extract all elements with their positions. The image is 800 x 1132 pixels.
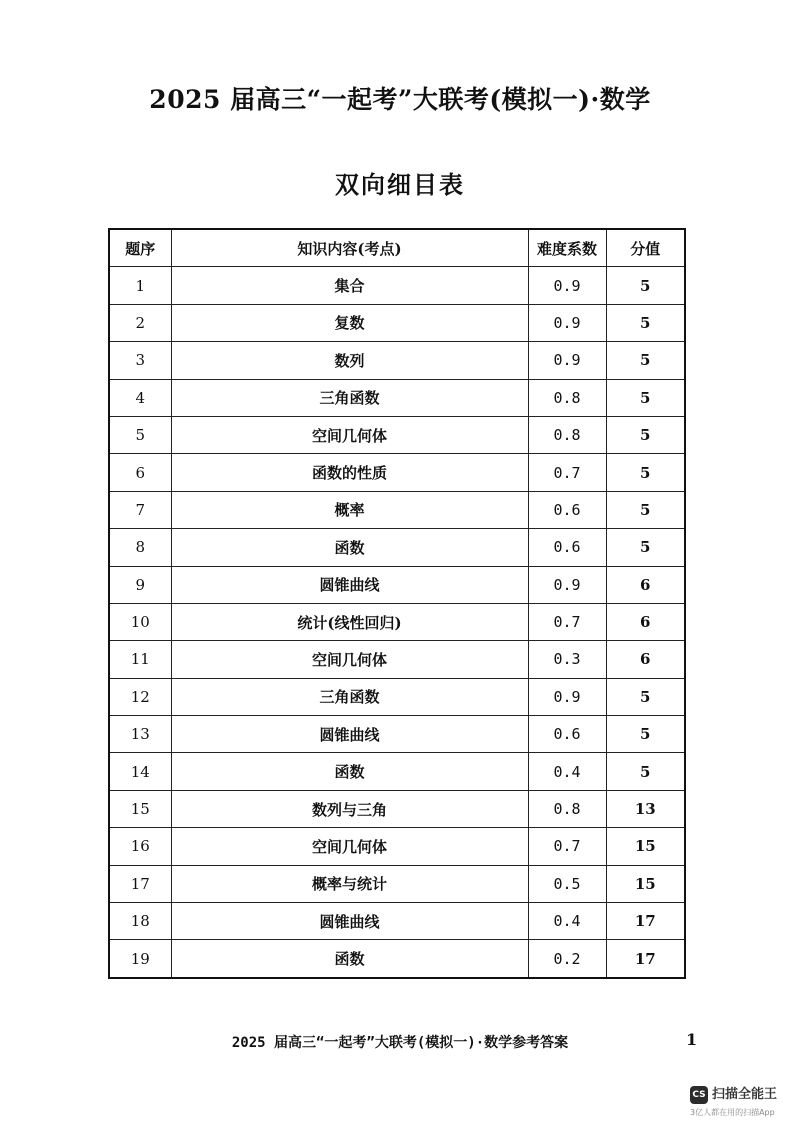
table-row xyxy=(109,865,685,902)
table-row xyxy=(109,304,685,341)
cell-content: 空间几何体 xyxy=(171,641,528,678)
cell-difficulty: 0.2 xyxy=(528,940,606,978)
cell-index: 13 xyxy=(109,716,171,753)
cell-score: 17 xyxy=(606,940,685,978)
header-difficulty: 难度系数 xyxy=(528,229,606,267)
cell-score: 5 xyxy=(606,454,685,491)
cell-score: 6 xyxy=(606,603,685,640)
cell-index: 14 xyxy=(109,753,171,790)
cell-content: 圆锥曲线 xyxy=(171,903,528,940)
cell-index: 5 xyxy=(109,416,171,453)
cell-difficulty: 0.9 xyxy=(528,342,606,379)
cell-difficulty: 0.6 xyxy=(528,716,606,753)
cell-difficulty: 0.8 xyxy=(528,416,606,453)
cell-index: 8 xyxy=(109,529,171,566)
table-row xyxy=(109,416,685,453)
cell-score: 5 xyxy=(606,716,685,753)
cell-content: 复数 xyxy=(171,304,528,341)
cell-content: 三角函数 xyxy=(171,379,528,416)
cell-difficulty: 0.6 xyxy=(528,491,606,528)
cell-content: 概率与统计 xyxy=(171,865,528,902)
table-row xyxy=(109,379,685,416)
cell-score: 5 xyxy=(606,416,685,453)
scanner-watermark xyxy=(690,1086,800,1126)
cell-index: 1 xyxy=(109,267,171,304)
cell-index: 7 xyxy=(109,491,171,528)
cell-difficulty: 0.9 xyxy=(528,678,606,715)
table-row xyxy=(109,828,685,865)
cell-difficulty: 0.7 xyxy=(528,454,606,491)
cell-index: 16 xyxy=(109,828,171,865)
cell-index: 17 xyxy=(109,865,171,902)
cell-content: 统计(线性回归) xyxy=(171,603,528,640)
header-score: 分值 xyxy=(606,229,685,267)
cell-score: 6 xyxy=(606,641,685,678)
cell-index: 19 xyxy=(109,940,171,978)
cell-score: 17 xyxy=(606,903,685,940)
cell-index: 15 xyxy=(109,790,171,827)
header-index: 题序 xyxy=(109,229,171,267)
cell-difficulty: 0.9 xyxy=(528,267,606,304)
cell-difficulty: 0.9 xyxy=(528,304,606,341)
page-footer: 2025 届高三“一起考”大联考(模拟一)·数学参考答案 xyxy=(231,1035,569,1051)
table-row xyxy=(109,566,685,603)
cell-content: 概率 xyxy=(171,491,528,528)
cell-index: 11 xyxy=(109,641,171,678)
cell-content: 函数的性质 xyxy=(171,454,528,491)
document-title: 2025 届高三“一起考”大联考(模拟一)·数学 xyxy=(149,85,651,114)
table-row xyxy=(109,753,685,790)
cell-difficulty: 0.6 xyxy=(528,529,606,566)
cell-difficulty: 0.8 xyxy=(528,379,606,416)
cell-difficulty: 0.7 xyxy=(528,603,606,640)
cell-content: 空间几何体 xyxy=(171,416,528,453)
cell-content: 三角函数 xyxy=(171,678,528,715)
cell-content: 空间几何体 xyxy=(171,828,528,865)
table-row xyxy=(109,529,685,566)
cell-content: 圆锥曲线 xyxy=(171,716,528,753)
cell-difficulty: 0.5 xyxy=(528,865,606,902)
cell-score: 13 xyxy=(606,790,685,827)
table-row xyxy=(109,790,685,827)
cell-score: 5 xyxy=(606,267,685,304)
cell-score: 5 xyxy=(606,379,685,416)
table-row xyxy=(109,342,685,379)
cell-difficulty: 0.4 xyxy=(528,753,606,790)
cell-content: 圆锥曲线 xyxy=(171,566,528,603)
cell-index: 12 xyxy=(109,678,171,715)
table-row xyxy=(109,641,685,678)
cell-content: 函数 xyxy=(171,529,528,566)
cell-score: 6 xyxy=(606,566,685,603)
cell-difficulty: 0.8 xyxy=(528,790,606,827)
cell-difficulty: 0.3 xyxy=(528,641,606,678)
cell-index: 3 xyxy=(109,342,171,379)
cell-index: 18 xyxy=(109,903,171,940)
cell-score: 5 xyxy=(606,529,685,566)
cell-index: 10 xyxy=(109,603,171,640)
table-row xyxy=(109,454,685,491)
table-row xyxy=(109,603,685,640)
cell-content: 函数 xyxy=(171,753,528,790)
table-row xyxy=(109,903,685,940)
cell-content: 函数 xyxy=(171,940,528,978)
header-content: 知识内容(考点) xyxy=(171,229,528,267)
cell-content: 数列 xyxy=(171,342,528,379)
cell-score: 15 xyxy=(606,865,685,902)
cell-score: 5 xyxy=(606,304,685,341)
cell-index: 6 xyxy=(109,454,171,491)
table-row xyxy=(109,940,685,978)
table-row xyxy=(109,678,685,715)
cell-score: 15 xyxy=(606,828,685,865)
page-number: 1 xyxy=(686,1030,698,1049)
cell-difficulty: 0.4 xyxy=(528,903,606,940)
watermark-app-name: 扫描全能王 xyxy=(712,1087,778,1102)
table-row xyxy=(109,267,685,304)
cell-score: 5 xyxy=(606,678,685,715)
table-row xyxy=(109,716,685,753)
table-body xyxy=(109,267,685,978)
watermark-tagline: 3亿人都在用的扫描App xyxy=(690,1108,775,1117)
camscanner-logo-icon: CS xyxy=(690,1086,708,1104)
cell-index: 9 xyxy=(109,566,171,603)
detail-table-container xyxy=(108,228,684,979)
table-row xyxy=(109,491,685,528)
cell-difficulty: 0.9 xyxy=(528,566,606,603)
cell-content: 数列与三角 xyxy=(171,790,528,827)
cell-score: 5 xyxy=(606,753,685,790)
cell-index: 2 xyxy=(109,304,171,341)
table-header-row xyxy=(109,229,685,267)
detail-table xyxy=(108,228,686,979)
cell-index: 4 xyxy=(109,379,171,416)
cell-score: 5 xyxy=(606,491,685,528)
cell-score: 5 xyxy=(606,342,685,379)
document-subtitle: 双向细目表 xyxy=(335,170,465,199)
cell-difficulty: 0.7 xyxy=(528,828,606,865)
cell-content: 集合 xyxy=(171,267,528,304)
